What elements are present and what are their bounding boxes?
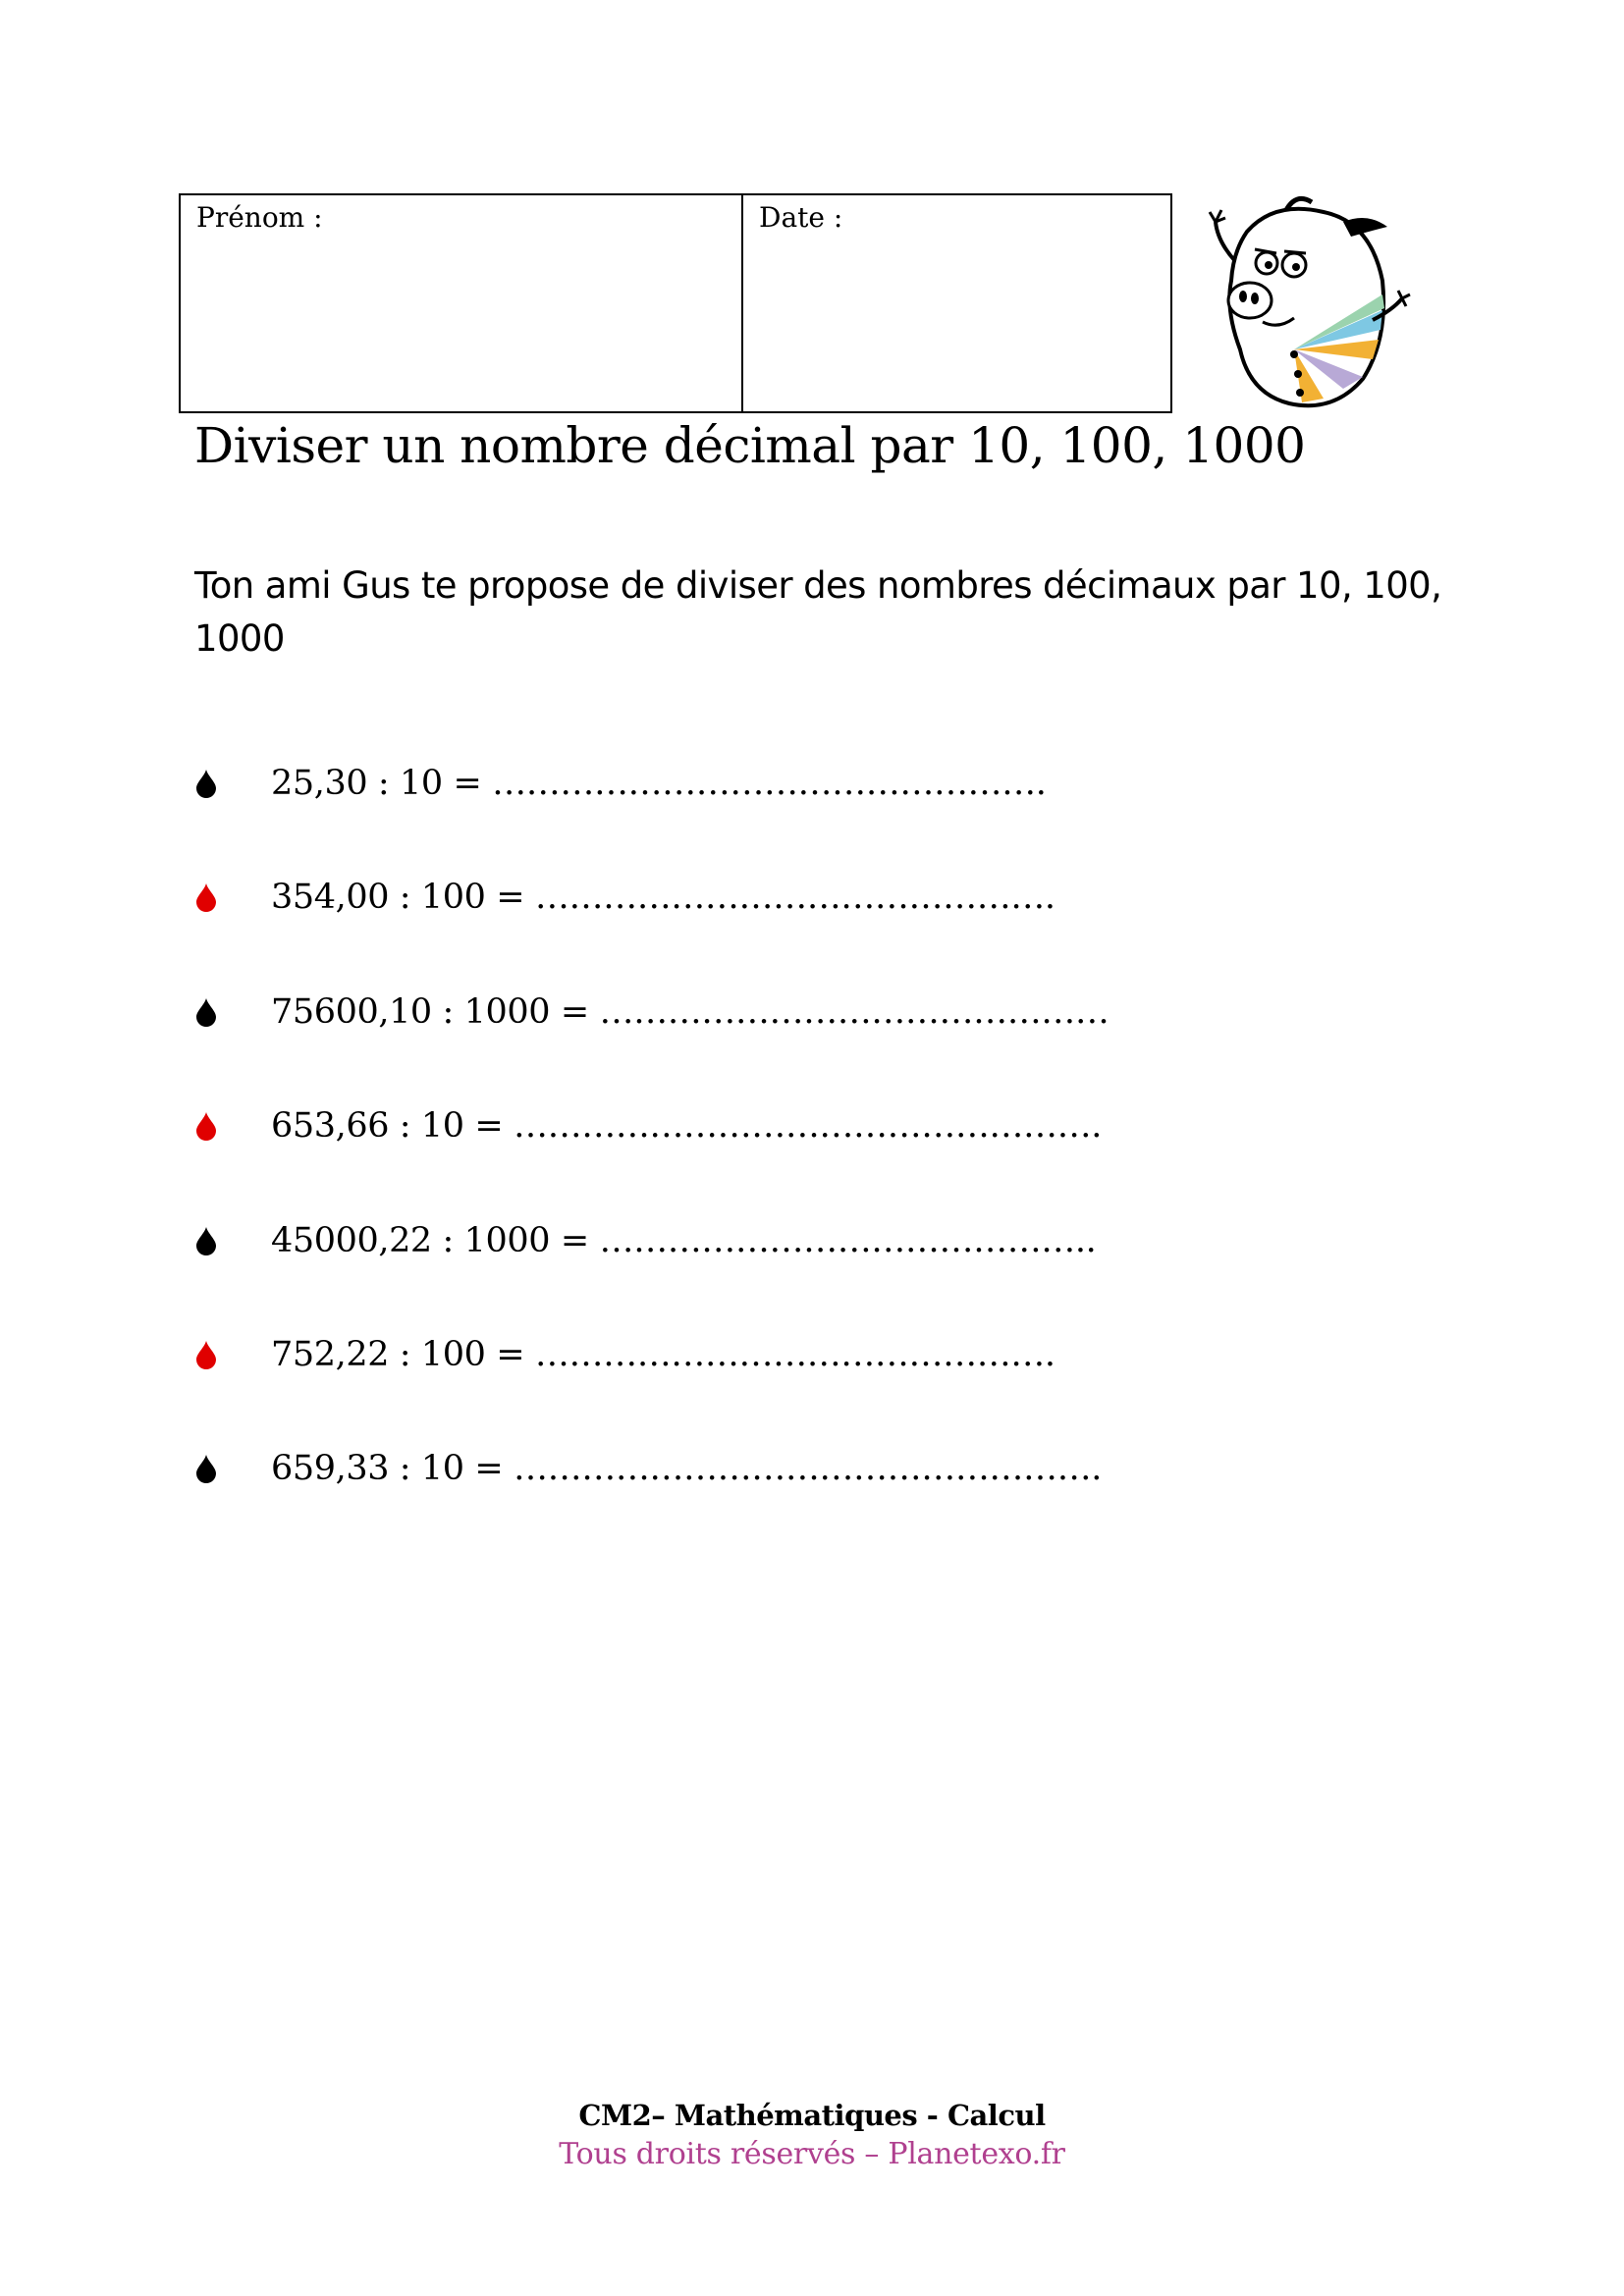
exercise-text[interactable]: 45000,22 : 1000 = …………………………………….. xyxy=(271,1221,1097,1260)
drop-bullet-icon xyxy=(194,1340,218,1369)
date-cell[interactable] xyxy=(743,195,1170,411)
exercise-text[interactable]: 25,30 : 10 = …………………………………………. xyxy=(271,764,1047,803)
exercise-text[interactable]: 653,66 : 10 = ……………………………………………. xyxy=(271,1106,1102,1146)
exercise-item xyxy=(194,992,1110,1032)
name-date-box xyxy=(179,193,1172,413)
exercise-item xyxy=(194,764,1046,803)
drop-bullet-icon xyxy=(194,997,218,1027)
prenom-label: Prénom : xyxy=(196,201,323,234)
drop-bullet-icon xyxy=(194,1226,218,1255)
exercise-item xyxy=(194,1221,1096,1260)
exercise-text[interactable]: 75600,10 : 1000 = ……………………………………… xyxy=(271,992,1110,1032)
drop-bullet-icon xyxy=(194,1454,218,1483)
exercise-item xyxy=(194,1335,1056,1374)
worksheet-title: Diviser un nombre décimal par 10, 100, 1000 xyxy=(194,417,1306,474)
instruction-text: Ton ami Gus te propose de diviser des nombres décimaux par 10, 100, 1000 xyxy=(194,564,1442,660)
footer-copyright: Tous droits réservés – Planetexo.fr xyxy=(559,2137,1065,2171)
footer-subject: CM2– Mathématiques - Calcul xyxy=(578,2099,1046,2132)
exercise-text[interactable]: 659,33 : 10 = ……………………………………………. xyxy=(271,1449,1102,1488)
date-label: Date : xyxy=(759,201,843,234)
exercise-item xyxy=(194,1106,1102,1146)
exercise-text[interactable]: 354,00 : 100 = ………………………………………. xyxy=(271,878,1056,917)
exercise-text[interactable]: 752,22 : 100 = ………………………………………. xyxy=(271,1335,1056,1374)
drop-bullet-icon xyxy=(194,1111,218,1141)
drop-bullet-icon xyxy=(194,769,218,798)
drop-bullet-icon xyxy=(194,882,218,912)
prenom-cell[interactable] xyxy=(181,195,743,411)
gus-sheep-mascot-icon xyxy=(1196,192,1412,418)
exercise-item xyxy=(194,1449,1102,1488)
exercise-item xyxy=(194,878,1056,917)
